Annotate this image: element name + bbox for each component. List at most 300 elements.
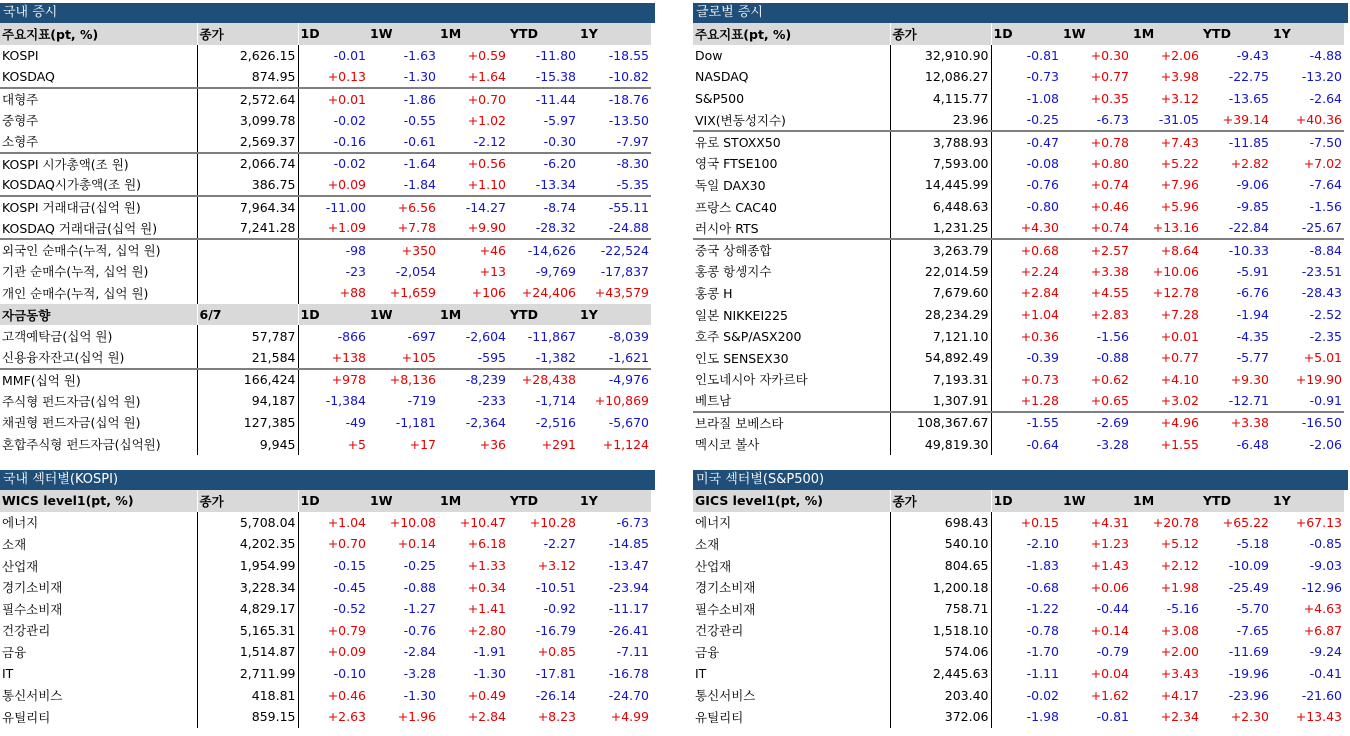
column-header: 1D — [298, 490, 368, 512]
row-label: 영국 FTSE100 — [693, 153, 890, 175]
change-value: -17.81 — [535, 666, 576, 682]
change-value: -6.76 — [1236, 285, 1269, 301]
change-value: -0.79 — [1096, 644, 1129, 660]
change-value: -2.69 — [1061, 412, 1131, 434]
column-header: 1D — [298, 304, 368, 326]
change-value: -18.76 — [578, 88, 651, 110]
close-value: 28,234.29 — [890, 304, 991, 326]
change-value: -22.75 — [1228, 69, 1269, 85]
global-market-panel — [693, 3, 1348, 455]
change-value: +1.98 — [1160, 579, 1199, 595]
change-value: +65.22 — [1222, 514, 1269, 530]
change-value: +291 — [541, 436, 576, 452]
change-value: +67.13 — [1295, 514, 1342, 530]
row-label: 주식형 펀드자금(십억 원) — [0, 390, 197, 412]
change-value: -1,384 — [325, 393, 366, 409]
table-row — [693, 347, 1344, 369]
close-value: 22,014.59 — [890, 261, 991, 283]
table-row — [693, 684, 1344, 706]
change-value: +0.85 — [537, 644, 576, 660]
change-value: -11.17 — [608, 601, 649, 617]
change-value: +0.77 — [1160, 350, 1199, 366]
data-table — [693, 23, 1344, 455]
change-value: -9.24 — [1309, 644, 1342, 660]
change-value: +0.01 — [298, 88, 368, 110]
row-label: 에너지 — [693, 512, 890, 534]
change-value: +978 — [298, 369, 368, 391]
change-value: +4.10 — [1160, 371, 1199, 387]
column-header: 1D — [991, 490, 1061, 512]
table-row — [0, 174, 651, 196]
close-value: 1,307.91 — [890, 390, 991, 412]
change-value: +0.46 — [1090, 199, 1129, 215]
change-value: -0.25 — [403, 558, 436, 574]
change-value: -11.44 — [508, 88, 578, 110]
change-value: -0.76 — [1026, 177, 1059, 193]
table-row — [693, 533, 1344, 555]
change-value: +1.64 — [467, 68, 506, 84]
change-value: -25.67 — [1301, 220, 1342, 236]
change-value: -3.28 — [403, 666, 436, 682]
change-value: +0.56 — [438, 153, 508, 175]
change-value: +3.12 — [537, 558, 576, 574]
change-value: -10.51 — [535, 579, 576, 595]
row-label: KOSDAQ시가총액(조 원) — [0, 174, 197, 196]
table-row — [0, 533, 651, 555]
row-label: 경기소비재 — [0, 576, 197, 598]
sp500-sector-panel — [693, 470, 1348, 728]
table-row — [0, 706, 651, 728]
close-value: 804.65 — [890, 555, 991, 577]
close-value: 1,518.10 — [890, 620, 991, 642]
change-value: -1.64 — [368, 153, 438, 175]
change-value: +0.01 — [1160, 328, 1199, 344]
row-label: 중형주 — [0, 109, 197, 131]
change-value: +7.96 — [1160, 177, 1199, 193]
change-value: -25.49 — [1228, 579, 1269, 595]
change-value: -1.63 — [403, 47, 436, 63]
close-value: 5,165.31 — [197, 620, 298, 642]
change-value: -15.38 — [535, 68, 576, 84]
close-value: 540.10 — [890, 533, 991, 555]
change-value: -1.30 — [473, 666, 506, 682]
row-label: 소형주 — [0, 131, 197, 153]
change-value: +4.55 — [1090, 285, 1129, 301]
change-value: -8,039 — [608, 328, 649, 344]
table-row — [0, 153, 651, 175]
row-label: IT — [0, 663, 197, 685]
change-value: +4.63 — [1303, 601, 1342, 617]
change-value: +6.18 — [467, 536, 506, 552]
column-header: 주요지표(pt, %) — [0, 23, 197, 45]
change-value: -3.28 — [1096, 436, 1129, 452]
change-value: -2.27 — [543, 536, 576, 552]
row-label: 산업재 — [0, 555, 197, 577]
close-value: 859.15 — [197, 706, 298, 728]
column-header: 6/7 — [197, 304, 298, 326]
table-row — [0, 45, 651, 67]
column-header: YTD — [1201, 23, 1271, 45]
change-value: -0.01 — [333, 47, 366, 63]
change-value: -1.55 — [991, 412, 1061, 434]
change-value: -2,516 — [535, 414, 576, 430]
change-value: -1.98 — [1026, 709, 1059, 725]
change-value: -1.30 — [403, 687, 436, 703]
row-label: 개인 순매수(누적, 십억 원) — [0, 282, 197, 304]
change-value: +0.34 — [467, 579, 506, 595]
change-value: -1.22 — [1026, 601, 1059, 617]
change-value: -595 — [477, 349, 506, 365]
close-value: 7,193.31 — [890, 369, 991, 391]
close-value: 7,121.10 — [890, 325, 991, 347]
column-header: 1Y — [578, 304, 651, 326]
change-value: +8.64 — [1131, 239, 1201, 261]
close-value: 203.40 — [890, 684, 991, 706]
table-row — [693, 153, 1344, 175]
row-label: 인도 SENSEX30 — [693, 347, 890, 369]
change-value: -1,382 — [535, 349, 576, 365]
row-label: KOSDAQ — [0, 66, 197, 88]
change-value: +10.06 — [1152, 263, 1199, 279]
change-value: +5 — [347, 436, 366, 452]
close-value: 4,829.17 — [197, 598, 298, 620]
row-label: Dow — [693, 45, 890, 67]
change-value: +9.90 — [467, 220, 506, 236]
table-row — [0, 325, 651, 347]
change-value: +39.14 — [1222, 112, 1269, 128]
close-value: 12,086.27 — [890, 66, 991, 88]
change-value: -0.88 — [1096, 350, 1129, 366]
table-row — [0, 239, 651, 261]
change-value: +1.55 — [1160, 436, 1199, 452]
row-label: 금융 — [0, 641, 197, 663]
change-value: +105 — [401, 349, 436, 365]
change-value: -0.02 — [298, 153, 368, 175]
change-value: +4.99 — [610, 709, 649, 725]
table-row — [693, 663, 1344, 685]
change-value: -26.41 — [608, 622, 649, 638]
change-value: +0.78 — [1061, 131, 1131, 153]
change-value: +3.43 — [1160, 666, 1199, 682]
table-row — [693, 598, 1344, 620]
change-value: +2.63 — [327, 709, 366, 725]
data-table — [0, 490, 652, 728]
change-value: +1.62 — [1090, 687, 1129, 703]
change-value: -21.60 — [1301, 687, 1342, 703]
row-label: 기관 순매수(누적, 십억 원) — [0, 261, 197, 283]
change-value: -18.55 — [608, 47, 649, 63]
table-row — [0, 261, 651, 283]
row-label: 브라질 보베스타 — [693, 412, 890, 434]
table-row — [0, 641, 651, 663]
change-value: +0.15 — [1020, 514, 1059, 530]
row-label: 금융 — [693, 641, 890, 663]
change-value: -0.08 — [1026, 155, 1059, 171]
table-header-row — [0, 490, 651, 512]
close-value — [197, 261, 298, 283]
change-value: -10.82 — [608, 68, 649, 84]
row-label: 필수소비재 — [0, 598, 197, 620]
change-value: +3.08 — [1160, 622, 1199, 638]
change-value: +1.96 — [397, 709, 436, 725]
change-value: -0.92 — [543, 601, 576, 617]
change-value: -0.55 — [403, 112, 436, 128]
table-row — [693, 131, 1344, 153]
row-label: 고객예탁금(십억 원) — [0, 325, 197, 347]
change-value: +43,579 — [594, 285, 649, 301]
change-value: -1.11 — [1026, 666, 1059, 682]
table-header-row — [0, 304, 651, 326]
change-value: -19.96 — [1228, 666, 1269, 682]
change-value: -6.73 — [1096, 112, 1129, 128]
change-value: +2.84 — [467, 709, 506, 725]
table-row — [0, 88, 651, 110]
change-value: +7.43 — [1131, 131, 1201, 153]
change-value: -10.09 — [1228, 558, 1269, 574]
change-value: -2,604 — [465, 328, 506, 344]
change-value: +350 — [368, 239, 438, 261]
table-row — [693, 433, 1344, 455]
column-header: GICS level1(pt, %) — [693, 490, 890, 512]
table-row — [693, 555, 1344, 577]
change-value: -8.30 — [578, 153, 651, 175]
table-row — [693, 412, 1344, 434]
change-value: +0.74 — [1090, 177, 1129, 193]
close-value: 2,569.37 — [197, 131, 298, 153]
change-value: -14.27 — [438, 196, 508, 218]
change-value: -6.73 — [616, 514, 649, 530]
table-row — [0, 347, 651, 369]
table-row — [0, 598, 651, 620]
panel-title: 글로벌 증시 — [693, 3, 1348, 23]
row-label: 경기소비재 — [693, 576, 890, 598]
table-header-row — [693, 490, 1344, 512]
column-header: 1M — [438, 490, 508, 512]
change-value: +13.16 — [1152, 220, 1199, 236]
row-label: 소재 — [0, 533, 197, 555]
row-label: 중국 상해종합 — [693, 239, 890, 261]
change-value: -2.64 — [1309, 91, 1342, 107]
close-value: 14,445.99 — [890, 174, 991, 196]
change-value: +8.23 — [537, 709, 576, 725]
change-value: -0.02 — [1026, 687, 1059, 703]
change-value: -11.85 — [1201, 131, 1271, 153]
change-value: -0.02 — [333, 112, 366, 128]
column-header: 1Y — [578, 23, 651, 45]
table-row — [693, 706, 1344, 728]
change-value: -1.08 — [1026, 91, 1059, 107]
row-label: KOSDAQ 거래대금(십억 원) — [0, 217, 197, 239]
close-value: 1,231.25 — [890, 217, 991, 239]
change-value: +0.70 — [327, 536, 366, 552]
change-value: -5.77 — [1236, 350, 1269, 366]
change-value: -1.94 — [1236, 307, 1269, 323]
change-value: -13.50 — [608, 112, 649, 128]
change-value: +0.65 — [1090, 392, 1129, 408]
change-value: +0.77 — [1090, 69, 1129, 85]
change-value: +2.82 — [1230, 155, 1269, 171]
change-value: -7.65 — [1236, 622, 1269, 638]
change-value: +0.36 — [1020, 328, 1059, 344]
change-value: +2.84 — [1020, 285, 1059, 301]
change-value: +8,136 — [368, 369, 438, 391]
data-table — [0, 23, 651, 455]
column-header: 1M — [1131, 23, 1201, 45]
change-value: +2.34 — [1160, 709, 1199, 725]
row-label: 혼합주식형 펀드자금(십억원) — [0, 433, 197, 455]
table-row — [693, 390, 1344, 412]
change-value: +4.17 — [1160, 687, 1199, 703]
close-value: 2,445.63 — [890, 663, 991, 685]
table-row — [0, 217, 651, 239]
change-value: +10.28 — [529, 514, 576, 530]
change-value: +2.06 — [1160, 47, 1199, 63]
change-value: -9.06 — [1236, 177, 1269, 193]
close-value: 23.96 — [890, 109, 991, 131]
close-value: 2,711.99 — [197, 663, 298, 685]
row-label: 대형주 — [0, 88, 197, 110]
change-value: -1,714 — [535, 393, 576, 409]
close-value: 7,964.34 — [197, 196, 298, 218]
change-value: -5.18 — [1236, 536, 1269, 552]
change-value: +1.04 — [327, 514, 366, 530]
change-value: +13.43 — [1295, 709, 1342, 725]
change-value: +0.74 — [1090, 220, 1129, 236]
change-value: -12.71 — [1228, 392, 1269, 408]
change-value: -0.73 — [1026, 69, 1059, 85]
change-value: -8,239 — [438, 369, 508, 391]
change-value: +0.13 — [327, 68, 366, 84]
change-value: -6.48 — [1236, 436, 1269, 452]
change-value: +1.23 — [1090, 536, 1129, 552]
change-value: +0.09 — [327, 176, 366, 192]
change-value: -5.35 — [616, 176, 649, 192]
change-value: +20.78 — [1152, 514, 1199, 530]
change-value: +2.00 — [1160, 644, 1199, 660]
row-label: 호주 S&P/ASX200 — [693, 325, 890, 347]
change-value: -12.96 — [1301, 579, 1342, 595]
row-label: 인도네시아 자카르타 — [693, 369, 890, 391]
change-value: +2.30 — [1230, 709, 1269, 725]
change-value: +1.04 — [1020, 307, 1059, 323]
change-value: -8.74 — [508, 196, 578, 218]
change-value: +9.30 — [1230, 371, 1269, 387]
change-value: +0.49 — [467, 687, 506, 703]
row-label: 통신서비스 — [0, 684, 197, 706]
close-value: 3,788.93 — [890, 131, 991, 153]
change-value: +1,124 — [602, 436, 649, 452]
column-header: WICS level1(pt, %) — [0, 490, 197, 512]
change-value: +0.30 — [1090, 47, 1129, 63]
change-value: +1.09 — [327, 220, 366, 236]
change-value: -7.11 — [616, 644, 649, 660]
table-row — [0, 412, 651, 434]
change-value: -1.91 — [473, 644, 506, 660]
change-value: -5.91 — [1236, 263, 1269, 279]
table-row — [693, 217, 1344, 239]
change-value: -0.81 — [1096, 709, 1129, 725]
change-value: -1.56 — [1096, 328, 1129, 344]
close-value: 2,626.15 — [197, 45, 298, 67]
change-value: +0.68 — [991, 239, 1061, 261]
close-value: 372.06 — [890, 706, 991, 728]
change-value: -0.64 — [1026, 436, 1059, 452]
change-value: -0.81 — [1026, 47, 1059, 63]
change-value: -5,670 — [608, 414, 649, 430]
table-row — [693, 109, 1344, 131]
change-value: -2.12 — [473, 133, 506, 149]
row-label: 필수소비재 — [693, 598, 890, 620]
close-value: 6,448.63 — [890, 196, 991, 218]
change-value: -14,626 — [508, 239, 578, 261]
column-header: YTD — [1201, 490, 1271, 512]
row-label: 건강관리 — [693, 620, 890, 642]
change-value: -0.30 — [543, 133, 576, 149]
change-value: -13.65 — [1228, 91, 1269, 107]
table-row — [693, 239, 1344, 261]
change-value: -28.32 — [535, 220, 576, 236]
close-value: 758.71 — [890, 598, 991, 620]
change-value: -2.52 — [1309, 307, 1342, 323]
change-value: -5.70 — [1236, 601, 1269, 617]
close-value: 874.95 — [197, 66, 298, 88]
change-value: +3.98 — [1160, 69, 1199, 85]
table-row — [0, 390, 651, 412]
change-value: -1.27 — [403, 601, 436, 617]
change-value: -0.45 — [333, 579, 366, 595]
change-value: +3.02 — [1160, 392, 1199, 408]
row-label: 유로 STOXX50 — [693, 131, 890, 153]
change-value: -14.85 — [608, 536, 649, 552]
change-value: -13.47 — [608, 558, 649, 574]
change-value: -13.20 — [1301, 69, 1342, 85]
change-value: +1.28 — [1020, 392, 1059, 408]
change-value: -16.50 — [1271, 412, 1344, 434]
close-value: 7,593.00 — [890, 153, 991, 175]
close-value: 94,187 — [197, 390, 298, 412]
change-value: -1,621 — [608, 349, 649, 365]
change-value: +40.36 — [1295, 112, 1342, 128]
table-row — [0, 512, 651, 534]
change-value: +0.80 — [1090, 155, 1129, 171]
close-value: 4,115.77 — [890, 88, 991, 110]
change-value: +24,406 — [521, 285, 576, 301]
change-value: -2.10 — [1026, 536, 1059, 552]
table-row — [693, 369, 1344, 391]
column-header: YTD — [508, 490, 578, 512]
change-value: -9,769 — [535, 263, 576, 279]
change-value: +4.31 — [1090, 514, 1129, 530]
change-value: +0.14 — [1090, 622, 1129, 638]
close-value — [197, 239, 298, 261]
panel-title: 국내 섹터별(KOSPI) — [0, 470, 655, 490]
change-value: -0.15 — [333, 558, 366, 574]
table-row — [0, 282, 651, 304]
panel-title: 미국 섹터별(S&P500) — [693, 470, 1348, 490]
table-row — [0, 663, 651, 685]
change-value: -0.78 — [1026, 622, 1059, 638]
change-value: -233 — [477, 393, 506, 409]
table-row — [693, 66, 1344, 88]
row-label: MMF(십억 원) — [0, 369, 197, 391]
column-header: 1W — [368, 490, 438, 512]
column-header: 1D — [991, 23, 1061, 45]
row-label: 소재 — [693, 533, 890, 555]
change-value: -9.03 — [1309, 558, 1342, 574]
change-value: -2.84 — [403, 644, 436, 660]
change-value: +1.33 — [467, 558, 506, 574]
change-value: +138 — [331, 349, 366, 365]
